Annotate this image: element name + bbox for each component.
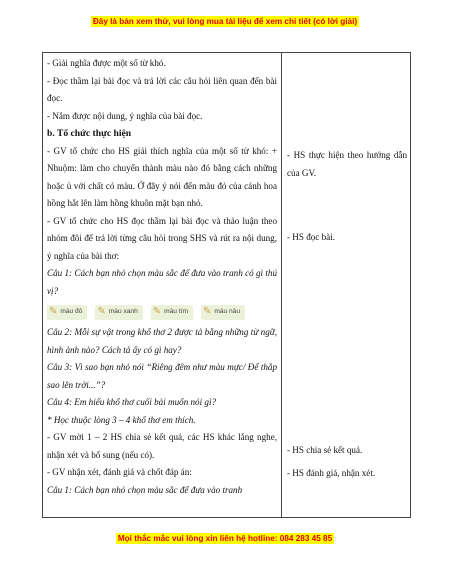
pencil-icon: ✎ <box>97 306 106 317</box>
pencil-icon: ✎ <box>152 306 162 317</box>
teacher-activities-column <box>47 55 277 499</box>
lesson-table <box>42 52 411 518</box>
objective-2: - Đọc thầm lại bài đọc và trả lời các câu hỏi liên quan đến bài đọc. <box>47 75 277 103</box>
student-response-2: - HS đọc bài. <box>287 232 335 242</box>
objective-3: - Nắm được nội dung, ý nghĩa của bài đọc. <box>47 110 203 121</box>
feedback-activity: - GV nhận xét, đánh giá và chốt đáp án: <box>47 467 192 477</box>
answer-1: Câu 1: Cách bạn nhỏ chọn màu sắc để đưa vào tranh <box>47 484 243 495</box>
student-response-1: - HS thực hiện theo hướng dẫn của GV. <box>287 150 407 178</box>
student-response-4: - HS đánh giá, nhận xét. <box>287 468 376 478</box>
preview-banner-text: Đây là bản xem thử, vui lòng mua tài liệu để xem chi tiết (có lời giải) <box>92 16 358 26</box>
pencil-icon: ✎ <box>49 306 58 317</box>
question-4: Câu 4: Em hiểu khổ thơ cuối bài muốn nói gì? <box>47 397 217 407</box>
memorize-task: * Học thuộc lòng 3 – 4 khổ thơ em thích. <box>47 414 196 425</box>
question-2: Câu 2: Mỗi sự vật trong khổ thơ 2 được tả bằng những từ ngữ, hình ảnh nào? Cách tả ấy có gì hay? <box>47 327 277 355</box>
chip-purple: ✎ màu tím <box>151 305 193 320</box>
color-chips <box>47 301 277 323</box>
chip-brown: ✎ màu nâu <box>201 305 245 320</box>
column-divider <box>281 53 282 517</box>
preview-banner <box>0 4 450 38</box>
student-response-3: - HS chia sẻ kết quả. <box>287 445 363 455</box>
hotline-text: Mọi thắc mắc vui lòng xin liên hệ hotline: 084 283 45 85 <box>117 533 333 543</box>
question-1: Câu 1: Cách bạn nhỏ chọn màu sắc để đưa vào tranh có gì thú vị? <box>47 268 277 296</box>
reading-activity: - GV tổ chức cho HS đọc thầm lại bài đọc và thảo luận theo nhóm đôi để trả lời từng câu hỏi trong SHS và rút ra nội dung, ý nghĩa của bài thơ: <box>47 215 277 261</box>
hotline-banner <box>0 528 450 548</box>
chip-green: ✎ màu xanh <box>95 305 142 320</box>
question-3: Câu 3: Vì sao bạn nhỏ nói “Riêng đêm như màu mực/ Để thắp sao lên trời...”? <box>47 362 277 390</box>
section-heading: b. Tổ chức thực hiện <box>47 128 132 139</box>
vocab-activity: - GV tổ chức cho HS giải thích nghĩa của một số từ khó: + Nhuộm: làm cho chuyển thành màu nào đó bằng cách những hoặc ủ với chất có màu. Ở đây ý nói đến màu đỏ của cánh hoa hồng hắt lên làm hồng khuôn mặt bạn nhỏ. <box>47 145 277 208</box>
share-activity: - GV mời 1 – 2 HS chia sẻ kết quả, các HS khác lắng nghe, nhận xét và bổ sung (nếu có). <box>47 432 277 460</box>
chip-red: ✎ màu đỏ <box>47 305 87 320</box>
pencil-icon: ✎ <box>202 306 212 317</box>
objective-1: - Giải nghĩa được một số từ khó. <box>47 58 166 68</box>
